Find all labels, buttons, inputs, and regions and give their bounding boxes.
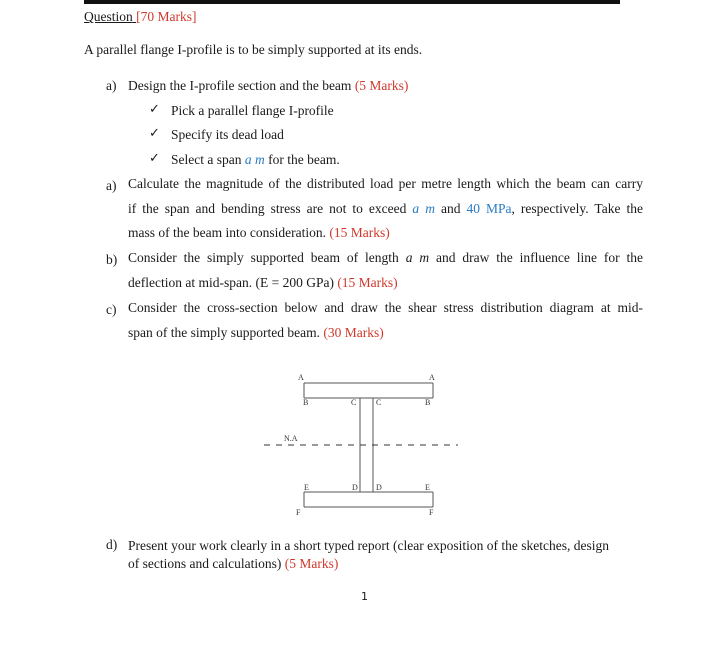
part-c-line1: Consider the cross-section below and draw the shear stress distribution diagram at mid-	[128, 300, 643, 315]
intro-text: A parallel flange I-profile is to be simply supported at its ends.	[84, 42, 423, 57]
label-e-left: E	[304, 483, 309, 492]
checkmark-icon: ✓	[149, 126, 160, 141]
part-c-line2: span of the simply supported beam. (30 Marks)	[128, 324, 384, 340]
question-marks: [70 Marks]	[136, 9, 197, 24]
span-variable: a m	[412, 200, 435, 216]
label-f-left: F	[296, 508, 301, 517]
part-a2-line1: Calculate the magnitude of the distributed load per metre length which the beam can carry	[128, 176, 643, 191]
check-item-2: Specify its dead load	[171, 127, 284, 142]
label-e-right: E	[425, 483, 430, 492]
label-f-right: F	[429, 508, 434, 517]
page-number: 1	[361, 590, 368, 603]
part-a2-marks: (15 Marks)	[329, 225, 390, 240]
part-b-marks: (15 Marks)	[337, 274, 398, 290]
question-label: Question	[84, 9, 133, 24]
label-d-right: D	[376, 483, 382, 492]
part-a1-marks: (5 Marks)	[354, 78, 409, 93]
span-variable: a m	[405, 250, 430, 265]
part-b-line1: Consider the simply supported beam of length a m and draw the influence line for the	[128, 250, 643, 265]
check-item-1: Pick a parallel flange I-profile	[171, 103, 334, 118]
part-a1-label: a)	[106, 78, 117, 93]
part-d-marks: (5 Marks)	[284, 556, 339, 571]
label-c-right: C	[376, 398, 382, 407]
part-d-paragraph	[128, 537, 609, 573]
part-d-line2: of sections and calculations) (5 Marks)	[128, 556, 339, 571]
label-c-left: C	[351, 398, 357, 407]
part-c-label: c)	[106, 302, 117, 317]
label-b-left: B	[303, 398, 309, 407]
part-a1-body: Design the I-profile section and the beam	[128, 78, 352, 93]
part-d-label: d)	[106, 537, 118, 552]
part-a2-line2: if the span and bending stress are not to exceed a m and 40 MPa, respectively. Take the	[128, 200, 643, 216]
label-d-left: D	[352, 483, 358, 492]
checkmark-icon: ✓	[149, 151, 160, 166]
part-c-marks: (30 Marks)	[323, 324, 384, 340]
part-d-line1: Present your work clearly in a short typed report (clear exposition of the sketches, design	[128, 538, 609, 553]
part-b-label: b)	[106, 252, 118, 267]
label-b-right: B	[425, 398, 431, 407]
checkmark-icon: ✓	[149, 102, 160, 117]
part-a2-line3: mass of the beam into consideration. (15 Marks)	[128, 225, 390, 240]
check-item-3: Select a span a m for the beam.	[171, 152, 340, 167]
span-variable: a m	[244, 152, 265, 167]
part-a2-label: a)	[106, 178, 117, 193]
part-b-line2: deflection at mid-span. (E = 200 GPa) (15 Marks)	[128, 274, 398, 290]
label-neutral-axis: N.A	[284, 434, 298, 443]
stress-value: 40 MPa	[466, 200, 512, 216]
label-a-right: A	[429, 373, 435, 382]
label-a-left: A	[298, 373, 304, 382]
